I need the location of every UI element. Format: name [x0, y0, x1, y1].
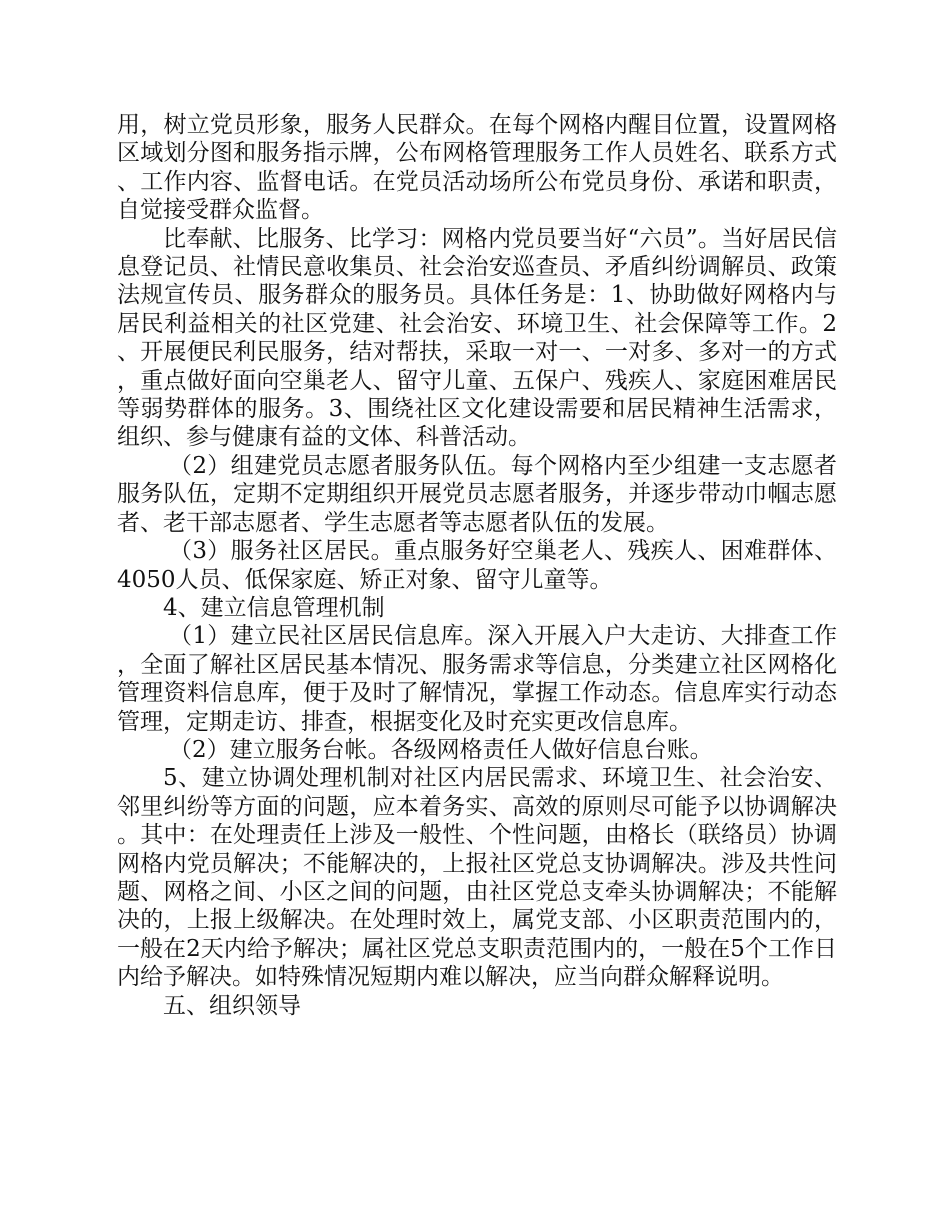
paragraph-coordination-mechanism: 5、建立协调处理机制对社区内居民需求、环境卫生、社会治安、邻里纠纷等方面的问题，应本着务实、高效的原则尽可能予以协调解决。其中：在处理责任上涉及一般性、个性问题，由格长（联络员）协调网格内党员解决；不能解决的，上报社区党总支协调解决。涉及共性问题、网格之间、小区之间的问题，由社区党总支牵头协调解决；不能解决的，上报上级解决。在处理时效上，属党支部、小区职责范围内的，一般在2天内给予解决；属社区党总支职责范围内的，一般在5个工作日内给予解决。如特殊情况短期内难以解决，应当向群众解释说明。: [117, 765, 837, 991]
paragraph-six-roles: 比奉献、比服务、比学习：网格内党员要当好“六员”。当好居民信息登记员、社情民意收集员、社会治安巡查员、矛盾纠纷调解员、政策法规宣传员、服务群众的服务员。具体任务是：1、协助做好网格内与居民利益相关的社区党建、社会治安、环境卫生、社会保障等工作。2、开展便民利民服务，结对帮扶，采取一对一、一对多、多对一的方式，重点做好面向空巢老人、留守儿童、五保户、残疾人、家庭困难居民等弱势群体的服务。3、围绕社区文化建设需要和居民精神生活需求，组织、参与健康有益的文体、科普活动。: [117, 225, 837, 451]
paragraph-continuation: 用，树立党员形象，服务人民群众。在每个网格内醒目位置，设置网格区域划分图和服务指示牌，公布网格管理服务工作人员姓名、联系方式、工作内容、监督电话。在党员活动场所公布党员身份、承诺和职责，自觉接受群众监督。: [117, 112, 837, 224]
document-page: [117, 111, 837, 1020]
paragraph-resident-database: （1）建立民社区居民信息库。深入开展入户大走访、大排查工作，全面了解社区居民基本情况、服务需求等信息，分类建立社区网格化管理资料信息库，便于及时了解情况，掌握工作动态。信息库实行动态管理，定期走访、排查，根据变化及时充实更改信息库。: [117, 623, 837, 735]
paragraph-serve-residents: （3）服务社区居民。重点服务好空巢老人、残疾人、困难群体、4050人员、低保家庭、矫正对象、留守儿童等。: [117, 538, 837, 593]
heading-info-management: 4、建立信息管理机制: [163, 594, 385, 621]
paragraph-service-ledger: （2）建立服务台帐。各级网格责任人做好信息台账。: [169, 736, 713, 763]
heading-organization-leadership: 五、组织领导: [163, 992, 301, 1019]
paragraph-volunteer-team: （2）组建党员志愿者服务队伍。每个网格内至少组建一支志愿者服务队伍，定期不定期组织开展党员志愿者服务，并逐步带动巾帼志愿者、老干部志愿者、学生志愿者等志愿者队伍的发展。: [117, 452, 837, 536]
